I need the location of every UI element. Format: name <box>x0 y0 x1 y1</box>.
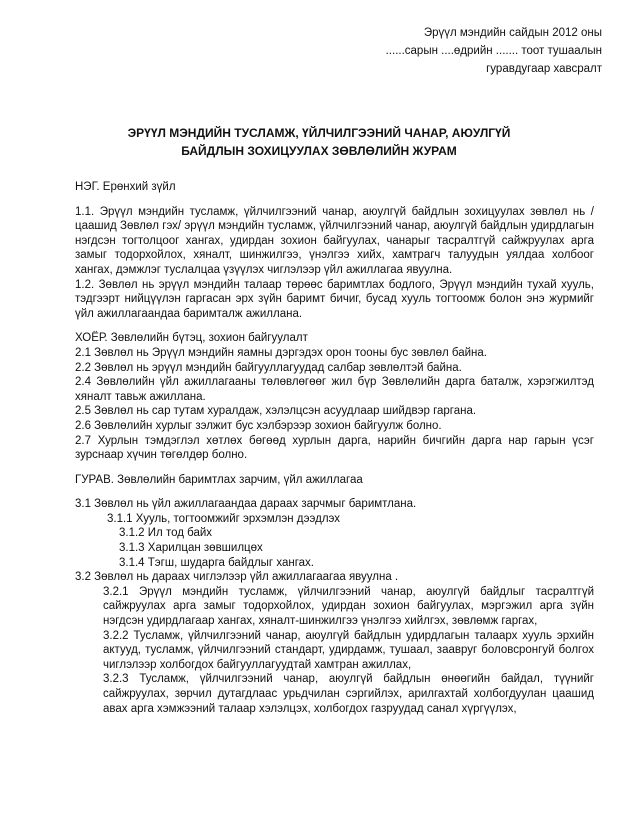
order-header <box>386 24 602 78</box>
header-line-1: Эрүүл мэндийн сайдын 2012 оны <box>423 27 602 39</box>
paragraph-1-2: 1.2. Зөвлөл нь эрүүл мэндийн талаар төрөөс баримтлах бодлого, Эрүүл мэндийн тухай хууль, тэдгээрт нийцүүлэн гаргасан эрх зүйн баримт бичиг, бусад хууль тогтоомж болон энэ журмийг үйл ажиллагаандаа баримталж ажиллана. <box>75 278 594 320</box>
item-3-1: 3.1 Зөвлөл нь үйл ажиллагаандаа дараах зарчмыг баримтлана. <box>75 498 417 511</box>
section-1-heading: НЭГ. Ерөнхий зүйл <box>75 181 176 193</box>
item-2-7: 2.7 Хурлын тэмдэглэл хөтлөх бөгөөд хурлын дарга, нарийн бичгийн дарга нар гарын үсэг зурснаар хүчин төгөлдөр болно. <box>75 434 594 462</box>
section-2-heading: ХОЁР. Зөвлөлийн бүтэц, зохион байгуулалт <box>75 332 308 345</box>
item-3-2: 3.2 Зөвлөл нь дараах чиглэлээр үйл ажиллагаагаа явуулна . <box>75 571 399 584</box>
item-3-1-3: 3.1.3 Харилцан зөвшилцөх <box>119 542 263 555</box>
item-3-1-1: 3.1.1 Хууль, тогтоомжийг эрхэмлэн дээдлэх <box>107 512 341 525</box>
item-3-1-2: 3.1.2 Ил тод байх <box>119 527 213 540</box>
paragraph-1-1: 1.1. Эрүүл мэндийн тусламж, үйлчилгээний чанар, аюулгүй байдлын зохицуулах зөвлөл нь /цаашид Зөвлөл гэх/ эрүүл мэндийн тусламж, үйлчилгээний чанар, аюулгүй байдлын удирдлагын нэгдсэн тогтолцоог хангах, удирдан зохион байгуулах, чанарыг тасралтгүй сайжруулах арга замыг тодорхойлох, хяналт, шинжилгээ, үнэлгээ хийх, хамтрагч талуудын уялдаа холбоог хангах, дэмжлэг туслалцаа үзүүлэх чиглэлээр үйл ажиллагаа явуулна. <box>75 205 594 276</box>
title-line-1: ЭРҮҮЛ МЭНДИЙН ТУСЛАМЖ, ҮЙЛЧИЛГЭЭНИЙ ЧАНАР, АЮУЛГҮЙ <box>127 126 511 140</box>
title-line-2: БАЙДЛЫН ЗОХИЦУУЛАХ ЗӨВЛӨЛИЙН ЖУРАМ <box>181 144 457 158</box>
item-3-1-4: 3.1.4 Тэгш, шударга байдлыг хангах. <box>119 556 314 569</box>
item-2-1: 2.1 Зөвлөл нь Эрүүл мэндийн яамны дэргэдэх орон тооны бус зөвлөл байна. <box>75 346 487 359</box>
header-line-2: ......сарын ....өдрийн ....... тоот тушаалын <box>385 45 602 57</box>
item-2-6: 2.6 Зөвлөлийн хурлыг зэлжит бус хэлбэрээр зохион байгуулж болно. <box>75 419 442 432</box>
item-3-2-3: 3.2.3 Тусламж, үйлчилгээний чанар, аюулгүй байдлын өнөөгийн байдал, түүнийг сайжруулах, зөрчил дутагдлаас урьдчилан сэргийлэх, арилгахтай холбогдуулан цаашид авах арга хэмжээний талаар хэлэлцэх, холбогдох газруудад санал хүргүүлэх, <box>103 673 594 715</box>
item-3-2-1: 3.2.1 Эрүүл мэндийн тусламж, үйлчилгээний чанар, аюулгүй байдлыг тасралтгүй сайжруулах арга замыг тодорхойлох, удирдан зохион байгуулах, мэргэжил арга зүйн нэгдсэн удирдлагаар хангах, хяналт-шинжилгээ үнэлгээ хийлгэх, зөвлөмж гаргах, <box>103 585 594 628</box>
section-3-heading: ГУРАВ. Зөвлөлийн баримтлах зарчим, үйл ажиллагаа <box>75 473 363 486</box>
item-3-2-2: 3.2.2 Тусламж, үйлчилгээний чанар, аюулгүй байдлын удирдлагын талаарх хууль эрхийн актууд, тусламж, үйлчилгээний стандарт, удирдамж, тушаал, заавруг боловсронгуй болгох чиглэлээр холбогдох байгууллагуудтай хамтран ажиллах, <box>103 629 594 671</box>
item-2-5: 2.5 Зөвлөл нь сар тутам хуралдаж, хэлэлцсэн асуудлаар шийдвэр гаргана. <box>75 405 477 418</box>
item-2-2: 2.2 Зөвлөл нь эрүүл мэндийн байгууллагуудад салбар зөвлөлтэй байна. <box>75 361 462 374</box>
document-body <box>75 180 594 716</box>
document-title <box>0 124 638 160</box>
header-line-3: гуравдугаар хавсралт <box>486 63 602 75</box>
item-2-4: 2.4 Зөвлөлийн үйл ажиллагааны төлөвлөгөөг жил бүр Зөвлөлийн дарга баталж, хэрэгжилтэд хяналт тавьж ажиллана. <box>75 376 594 403</box>
